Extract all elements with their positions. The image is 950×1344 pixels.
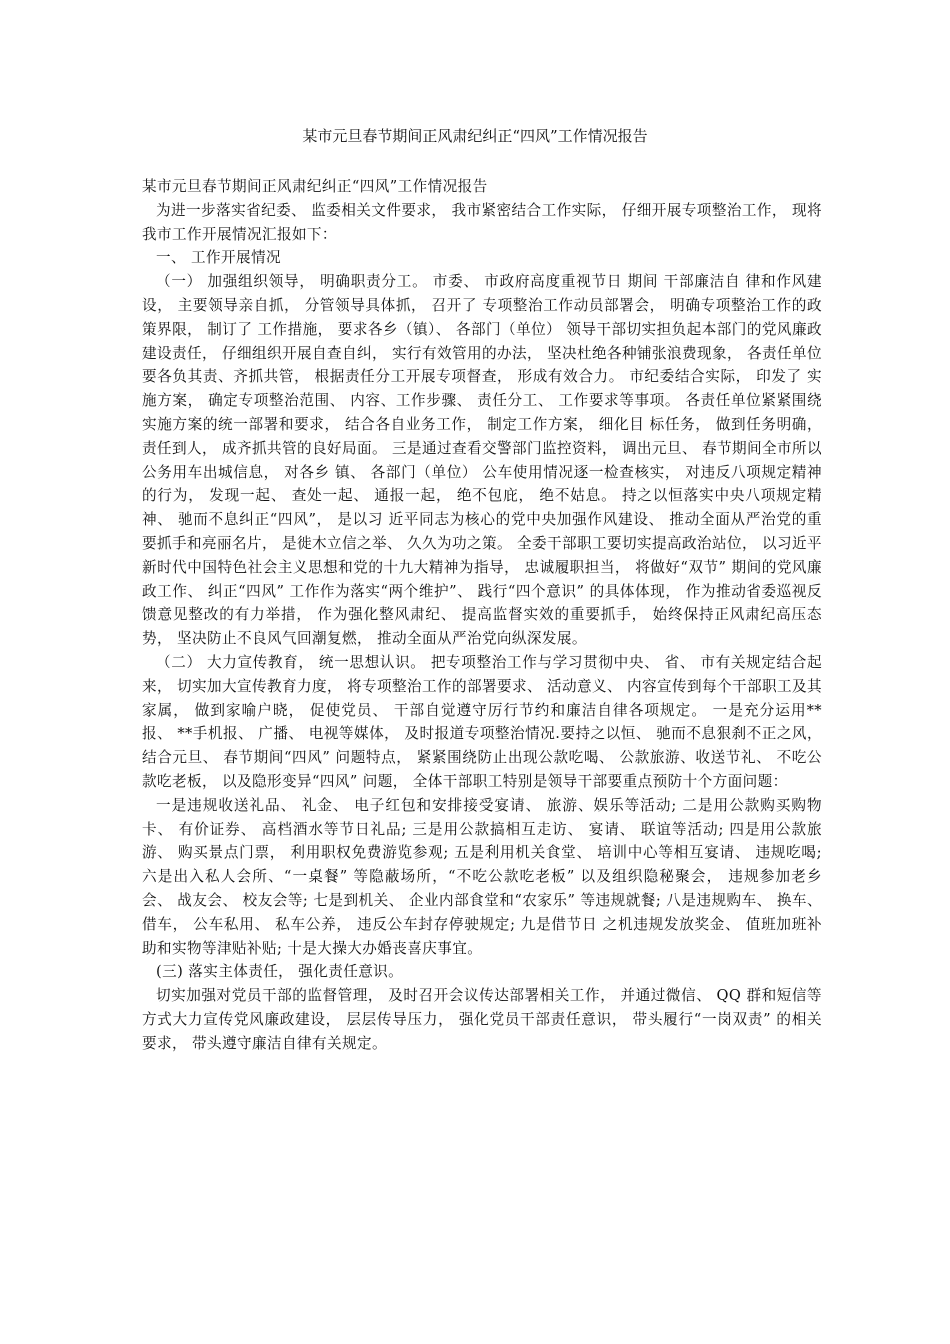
intro-paragraph: 为进一步落实省纪委、 监委相关文件要求， 我市紧密结合工作实际， 仔细开展专项整治工作， 现将我市工作开展情况汇报如下： (142, 201, 822, 243)
section-heading-1: 一、 工作开展情况 (156, 249, 281, 267)
paragraph-ten-issues: 一是违规收送礼品、 礼金、 电子红包和安排接受宴请、 旅游、娱乐等活动; 二是用公款购买购物卡、 有价证券、 高档酒水等节日礼品; 三是用公款搞相互走访、 宴请、 联谊等活动; 四是用公款旅游、 购买景点门票， 利用职权免费游览参观; 五是利用机关食堂、 培训中心等相互宴请、 违规吃喝; 六是出入私人会所、“一桌餐” 等隐蔽场所，“不吃公款吃老板” 以及组织隐秘聚会， 违规参加老乡 会、 战友会、 校友会等; 七是到机关、 企业内部食堂和“农家乐” 等违规就餐; 八是违规购车、 换车、 借车， 公车私用、 私车公养， 违反公车封存停驶规定; 九是借节日 之机违规发放奖金、 值班加班补助和实物等津贴补贴; 十是大操大办婚丧喜庆事宜。 (142, 796, 822, 957)
paragraph-item-3-body: 切实加强对党员干部的监督管理， 及时召开会议传达部署相关工作， 并通过微信、 QQ 群和短信等方式大力宣传党风廉政建设， 层层传导压力， 强化党员干部责任意识， 带头履行“一岗双责” 的相关要求， 带头遵守廉洁自律有关规定。 (142, 987, 822, 1052)
paragraph-item-2: （二） 大力宣传教育， 统一思想认识。 把专项整治工作与学习贯彻中央、 省、 市有关规定结合起来， 切实加大宣传教育力度， 将专项整治工作的部署要求、 活动意义、 内容宣传到每个干部职工及其家属， 做到家喻户晓， 促使党员、 干部自觉遵守厉行节约和廉洁自律各项规定。 一是充分运用**报、 **手机报、 广播、 电视等媒体， 及时报道专项整治情况.要持之以恒、 驰而不息狠刹不正之风， 结合元旦、 春节期间“四风” 问题特点， 紧紧围绕防止出现公款吃喝、 公款旅游、收送节礼、 不吃公款吃老板， 以及隐形变异“四风” 问题， 全体干部职工特别是领导干部要重点预防十个方面问题： (142, 653, 822, 790)
body-heading: 某市元旦春节期间正风肃纪纠正“四风”工作情况报告 (142, 178, 488, 195)
paragraph-item-3-heading: (三) 落实主体责任， 强化责任意识。 (156, 963, 404, 981)
document-body (142, 175, 822, 1055)
paragraph-item-1: （一） 加强组织领导， 明确职责分工。 市委、 市政府高度重视节日 期间 干部廉洁自 律和作风建设， 主要领导亲自抓， 分管领导具体抓， 召开了 专项整治工作动员部署会， 明确专项整治工作的政策界限， 制订了 工作措施， 要求各乡（镇）、 各部门（单位） 领导干部切实担负起本部门的党风廉政建设责任， 仔细组织开展自查自纠， 实行有效管用的办法， 坚决杜绝各种铺张浪费现象， 各责任单位要各负其责、齐抓共管， 根据责任分工开展专项督查， 形成有效合力。 市纪委结合实际， 印发了 实施方案， 确定专项整治范围、 内容、工作步骤、 责任分工、 工作要求等事项。 各责任单位紧紧围绕实施方案的统一部署和要求， 结合各自业务工作， 制定工作方案， 细化目 标任务， 做到任务明确， 责任到人， 成齐抓共管的良好局面。 三是通过查看交警部门监控资料， 调出元旦、 春节期间全市所以公务用车出城信息， 对各乡 镇、 各部门（单位） 公车使用情况逐一检查核实， 对违反八项规定精神的行为， 发现一起、 查处一起、 通报一起， 绝不包庇， 绝不姑息。 持之以恒落实中央八项规定精神、 驰而不息纠正“四风”， 是以习 近平同志为核心的党中央加强作风建设、 推动全面从严治党的重要抓手和亮丽名片， 是徙木立信之举、 久久为功之策。 全委干部职工要切实提高政治站位， 以习近平新时代中国特色社会主义思想和党的十九大精神为指导， 忠诚履职担当， 将做好“双节” 期间的党风廉政工作、 纠正“四风” 工作作为落实“两个维护”、 践行“四个意识” 的具体体现， 作为推动省委巡视反馈意见整改的有力举措， 作为强化整风肃纪、 提高监督实效的重要抓手， 始终保持正风肃纪高压态势， 坚决防止不良风气回潮复燃， 推动全面从严治党向纵深发展。 (142, 273, 822, 648)
document-title: 某市元旦春节期间正风肃纪纠正“四风”工作情况报告 (302, 127, 648, 145)
